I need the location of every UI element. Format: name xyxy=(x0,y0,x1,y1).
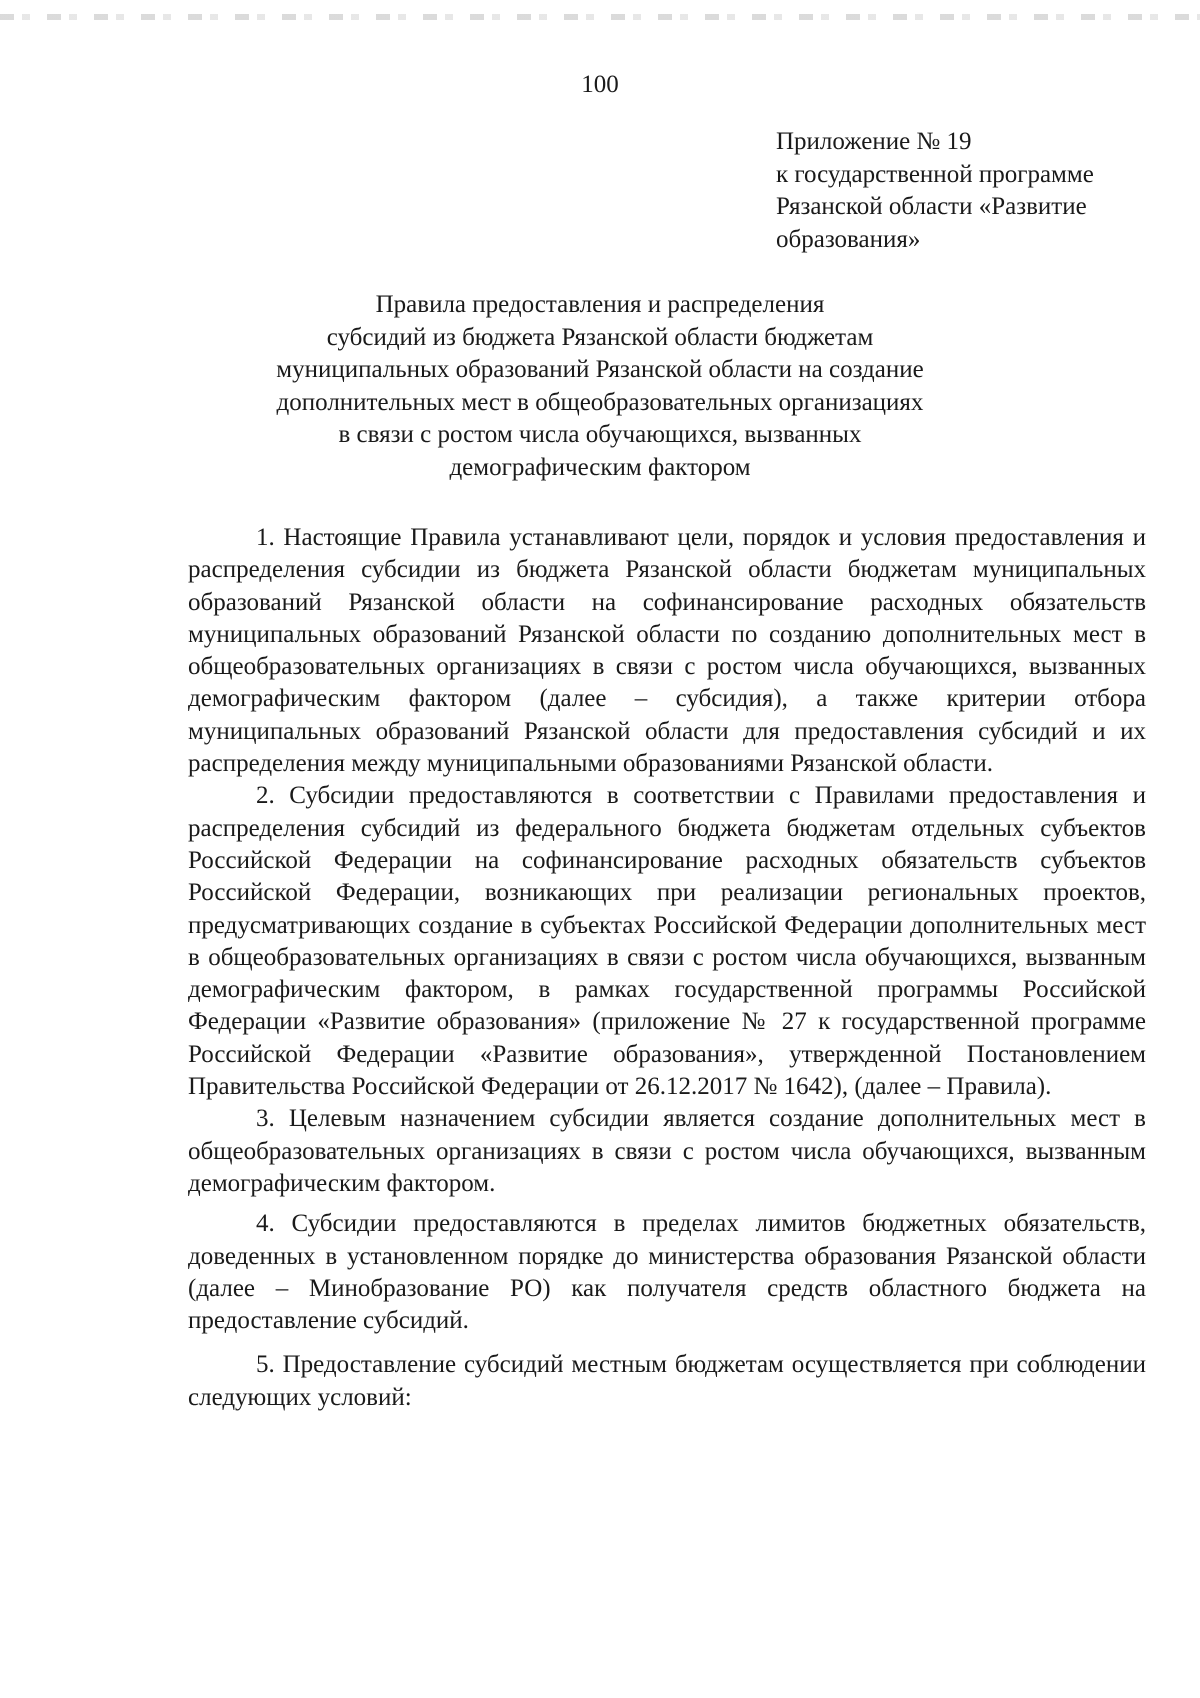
appendix-line: образования» xyxy=(776,225,921,253)
appendix-line: Приложение № 19 xyxy=(776,128,972,155)
title-line: субсидий из бюджета Рязанской области бюджетам xyxy=(326,323,874,351)
title-line: демографическим фактором xyxy=(449,453,751,481)
page-number: 100 xyxy=(581,71,619,98)
paragraph-5: 5. Предоставление субсидий местным бюджетам осуществляется при соблюдении следующих условий: xyxy=(188,1351,1146,1411)
title-line: Правила предоставления и распределения xyxy=(375,291,825,318)
paragraph-2: 2. Субсидии предоставляются в соответствии с Правилами предоставления и распределения субсидий из федерального бюджета бюджетам отдельных субъектов Российской Федерации на софинансирование расходных обязательств субъектов Российской Федерации, возникающих при реализации региональных проектов, предусматривающих создание в субъектах Российской Федерации дополнительных мест в общеобразовательных организациях в связи с ростом числа обучающихся, вызванным демографическим фактором, в рамках государственной программы Российской Федерации «Развитие образования» (приложение № 27 к государственной программе Российской Федерации «Развитие образования», утвержденной Постановлением Правительства Российской Федерации от 26.12.2017 № 1642), (далее – Правила). xyxy=(188,782,1146,1101)
title-line: дополнительных мест в общеобразовательных организациях xyxy=(276,388,924,416)
appendix-line: к государственной программе xyxy=(776,160,1094,188)
paragraph-3: 3. Целевым назначением субсидии является создание дополнительных мест в общеобразовательных организациях в связи с ростом числа обучающихся, вызванным демографическим фактором. xyxy=(188,1105,1146,1197)
scan-edge-artifact xyxy=(0,14,1200,20)
document-body xyxy=(188,522,1146,1414)
title-line: муниципальных образований Рязанской области на создание xyxy=(276,356,924,383)
paragraph-1: 1. Настоящие Правила устанавливают цели, порядок и условия предоставления и распределения субсидии из бюджета Рязанской области бюджетам муниципальных образований Рязанской области на софинансирование расходных обязательств муниципальных образований Рязанской области по созданию дополнительных мест в общеобразовательных организациях в связи с ростом числа обучающихся, вызванных демографическим фактором (далее – субсидия), а также критерии отбора муниципальных образований Рязанской области для предоставления субсидий и их распределения между муниципальными образованиями Рязанской области. xyxy=(188,524,1146,778)
document-title xyxy=(150,289,1050,484)
appendix-reference xyxy=(776,126,1176,256)
appendix-line: Рязанской области «Развитие xyxy=(776,193,1087,220)
paragraph-4: 4. Субсидии предоставляются в пределах лимитов бюджетных обязательств, доведенных в установленном порядке до министерства образования Рязанской области (далее – Минобразование РО) как получателя средств областного бюджета на предоставление субсидий. xyxy=(188,1210,1146,1335)
title-line: в связи с ростом числа обучающихся, вызванных xyxy=(338,421,862,448)
